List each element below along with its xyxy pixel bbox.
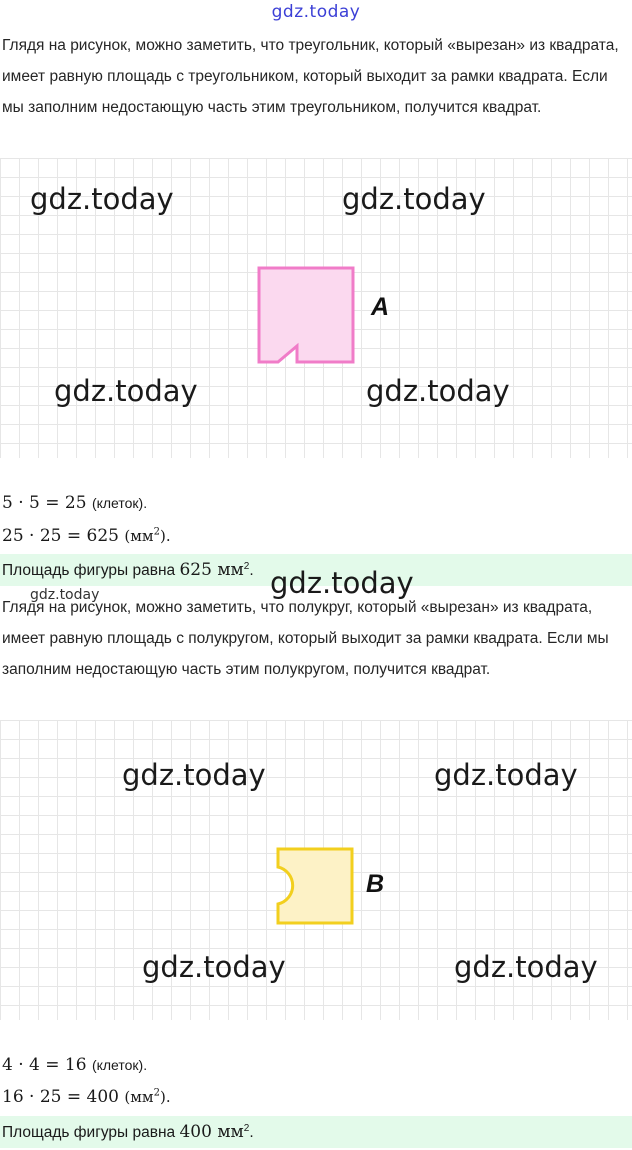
small-watermark: gdz.today	[30, 587, 100, 603]
section2-answer: Площадь фигуры равна 400 $мм^2$.	[0, 1116, 632, 1148]
watermark: gdz.today	[122, 758, 266, 792]
figure-a-label: A	[371, 293, 390, 321]
watermark: gdz.today	[434, 758, 578, 792]
section2-grid-figure	[0, 720, 632, 1020]
section1-grid-figure	[0, 158, 632, 458]
figure-a-shape	[256, 265, 358, 367]
section1-paragraph: Глядя на рисунок, можно заметить, что треугольник, который «вырезан» из квадрата, имеет равную площадь с треугольником, который выходит за рамки квадрата. Если мы заполним недостающую часть этим треугольником, получится квадрат.	[2, 37, 619, 116]
section1-answer: Площадь фигуры равна 625 $мм^2$.	[0, 554, 632, 586]
figure-b-shape	[274, 846, 358, 928]
watermark: gdz.today	[454, 950, 598, 984]
watermark: gdz.today	[142, 950, 286, 984]
watermark: gdz.today	[342, 182, 486, 216]
section1-calc-area: 25 · 25 = 625 $(мм^2)$.	[2, 526, 171, 546]
divider-watermark: gdz.today	[270, 566, 414, 600]
figure-b-label: B	[366, 870, 385, 898]
watermark: gdz.today	[54, 374, 198, 408]
header-watermark: gdz.today	[271, 2, 361, 22]
watermark: gdz.today	[366, 374, 510, 408]
section1-calc-cells: 5 · 5 = 25 (клеток).	[2, 493, 148, 513]
section2-calc-area: 16 · 25 = 400 $(мм^2)$.	[2, 1087, 171, 1107]
section2-paragraph: Глядя на рисунок, можно заметить, что полукруг, который «вырезан» из квадрата, имеет равную площадь с полукругом, который выходит за рамки квадрата. Если мы заполним недостающую часть этим полукругом, получится квадрат.	[2, 599, 609, 678]
watermark: gdz.today	[30, 182, 174, 216]
section2-calc-cells: 4 · 4 = 16 (клеток).	[2, 1055, 148, 1075]
